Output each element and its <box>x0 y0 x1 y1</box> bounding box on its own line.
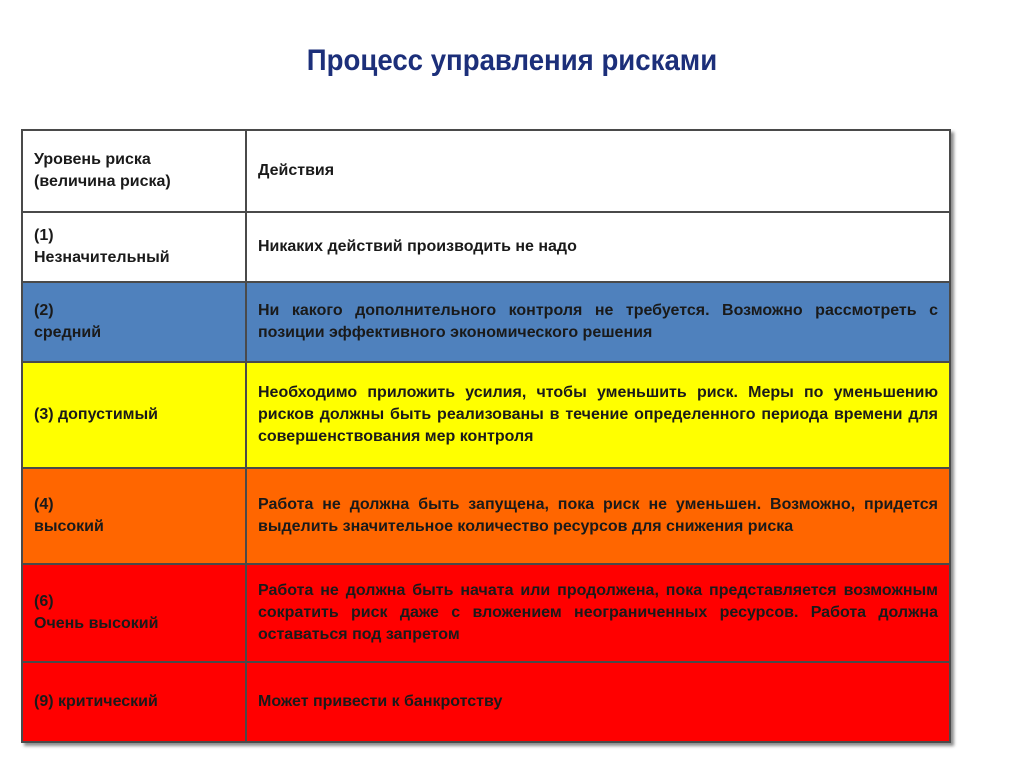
table-row <box>22 662 950 742</box>
risk-level-label: (3) допустимый <box>34 406 158 423</box>
header-risk-level <box>22 130 246 212</box>
risk-level-label: (2) средний <box>34 302 102 341</box>
page-title: Процесс управления рисками <box>306 44 718 77</box>
risk-level-cell <box>22 282 246 362</box>
header-risk-level-label: Уровень риска (величина риска) <box>34 151 171 190</box>
action-cell <box>246 468 950 564</box>
action-text: Работа не должна быть запущена, пока риск не уменьшен. Возможно, придется выделить значительное количество ресурсов для снижения риска <box>258 496 938 535</box>
table-row <box>22 564 950 662</box>
risk-level-cell <box>22 212 246 282</box>
action-cell <box>246 362 950 468</box>
table-row <box>22 282 950 362</box>
action-text: Может привести к банкротству <box>258 693 503 710</box>
table-row <box>22 468 950 564</box>
header-actions-label: Действия <box>258 162 335 179</box>
risk-level-cell <box>22 362 246 468</box>
risk-level-label: (9) критический <box>34 693 158 710</box>
action-cell <box>246 212 950 282</box>
table-row <box>22 362 950 468</box>
risk-level-label: (6) Очень высокий <box>34 593 159 632</box>
action-text: Работа не должна быть начата или продолжена, пока представляется возможным сократить риск даже с вложением неограниченных ресурсов. Работа должна оставаться под запретом <box>258 582 938 643</box>
table-row <box>22 212 950 282</box>
risk-level-label: (1) Незначительный <box>34 227 170 266</box>
action-text: Никаких действий производить не надо <box>258 238 577 255</box>
header-actions <box>246 130 950 212</box>
risk-level-cell <box>22 662 246 742</box>
risk-level-cell <box>22 564 246 662</box>
risk-management-table <box>21 129 951 743</box>
risk-level-label: (4) высокий <box>34 496 104 535</box>
table-header-row <box>22 130 950 212</box>
action-cell <box>246 564 950 662</box>
action-cell <box>246 282 950 362</box>
action-text: Необходимо приложить усилия, чтобы уменьшить риск. Меры по уменьшению рисков должны быть реализованы в течение определенного периода времени для совершенствования мер контроля <box>258 384 938 445</box>
action-text: Ни какого дополнительного контроля не требуется. Возможно рассмотреть с позиции эффективного экономического решения <box>258 302 938 341</box>
action-cell <box>246 662 950 742</box>
risk-level-cell <box>22 468 246 564</box>
